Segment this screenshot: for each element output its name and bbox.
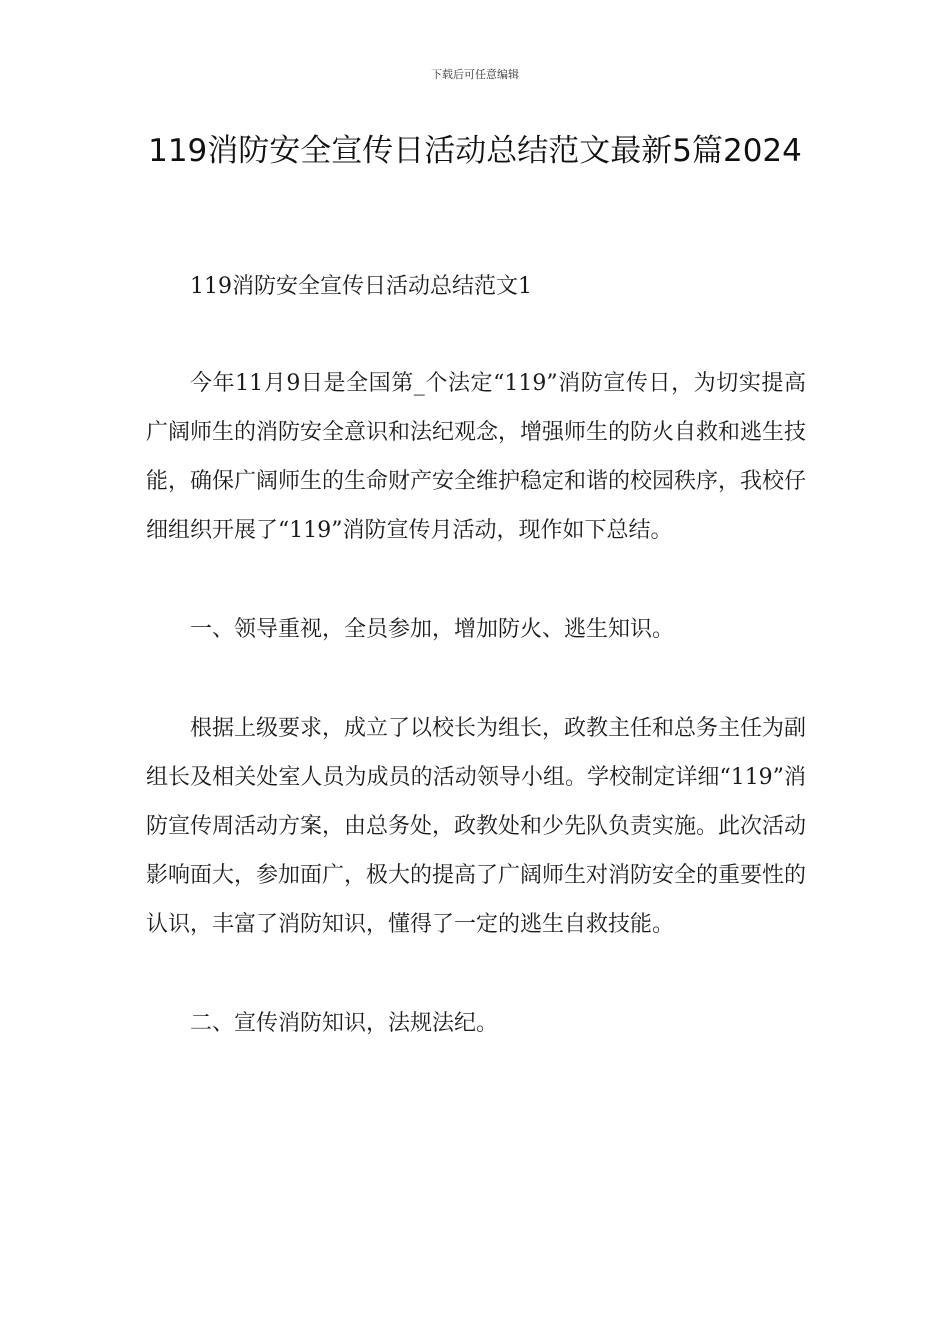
document-title: 119消防安全宣传日活动总结范文最新5篇2024 bbox=[148, 133, 802, 169]
paragraph-intro: 今年11月9日是全国第_个法定“119”消防宣传日，为切实提高广阔师生的消防安全意识和法纪观念，增强师生的防火自救和逃生技能，确保广阔师生的生命财产安全维护稳定和谐的校园秩序，我校仔细组织开展了“119”消防宣传月活动，现作如下总结。 bbox=[146, 371, 807, 543]
paragraph-body-1: 根据上级要求，成立了以校长为组长，政教主任和总务主任为副组长及相关处室人员为成员的活动领导小组。学校制定详细“119”消防宣传周活动方案，由总务处，政教处和少先队负责实施。此次活动影响面大，参加面广，极大的提高了广阔师生对消防安全的重要性的认识，丰富了消防知识，懂得了一定的逃生自救技能。 bbox=[146, 716, 807, 937]
paragraph-heading-1: 一、领导重视，全员参加，增加防火、逃生知识。 bbox=[190, 617, 675, 642]
header-note: 下载后可任意编辑 bbox=[431, 68, 519, 81]
document-body bbox=[146, 262, 806, 1048]
section-subtitle: 119消防安全宣传日活动总结范文1 bbox=[190, 274, 532, 299]
paragraph-heading-2: 二、宣传消防知识，法规法纪。 bbox=[190, 1011, 499, 1036]
